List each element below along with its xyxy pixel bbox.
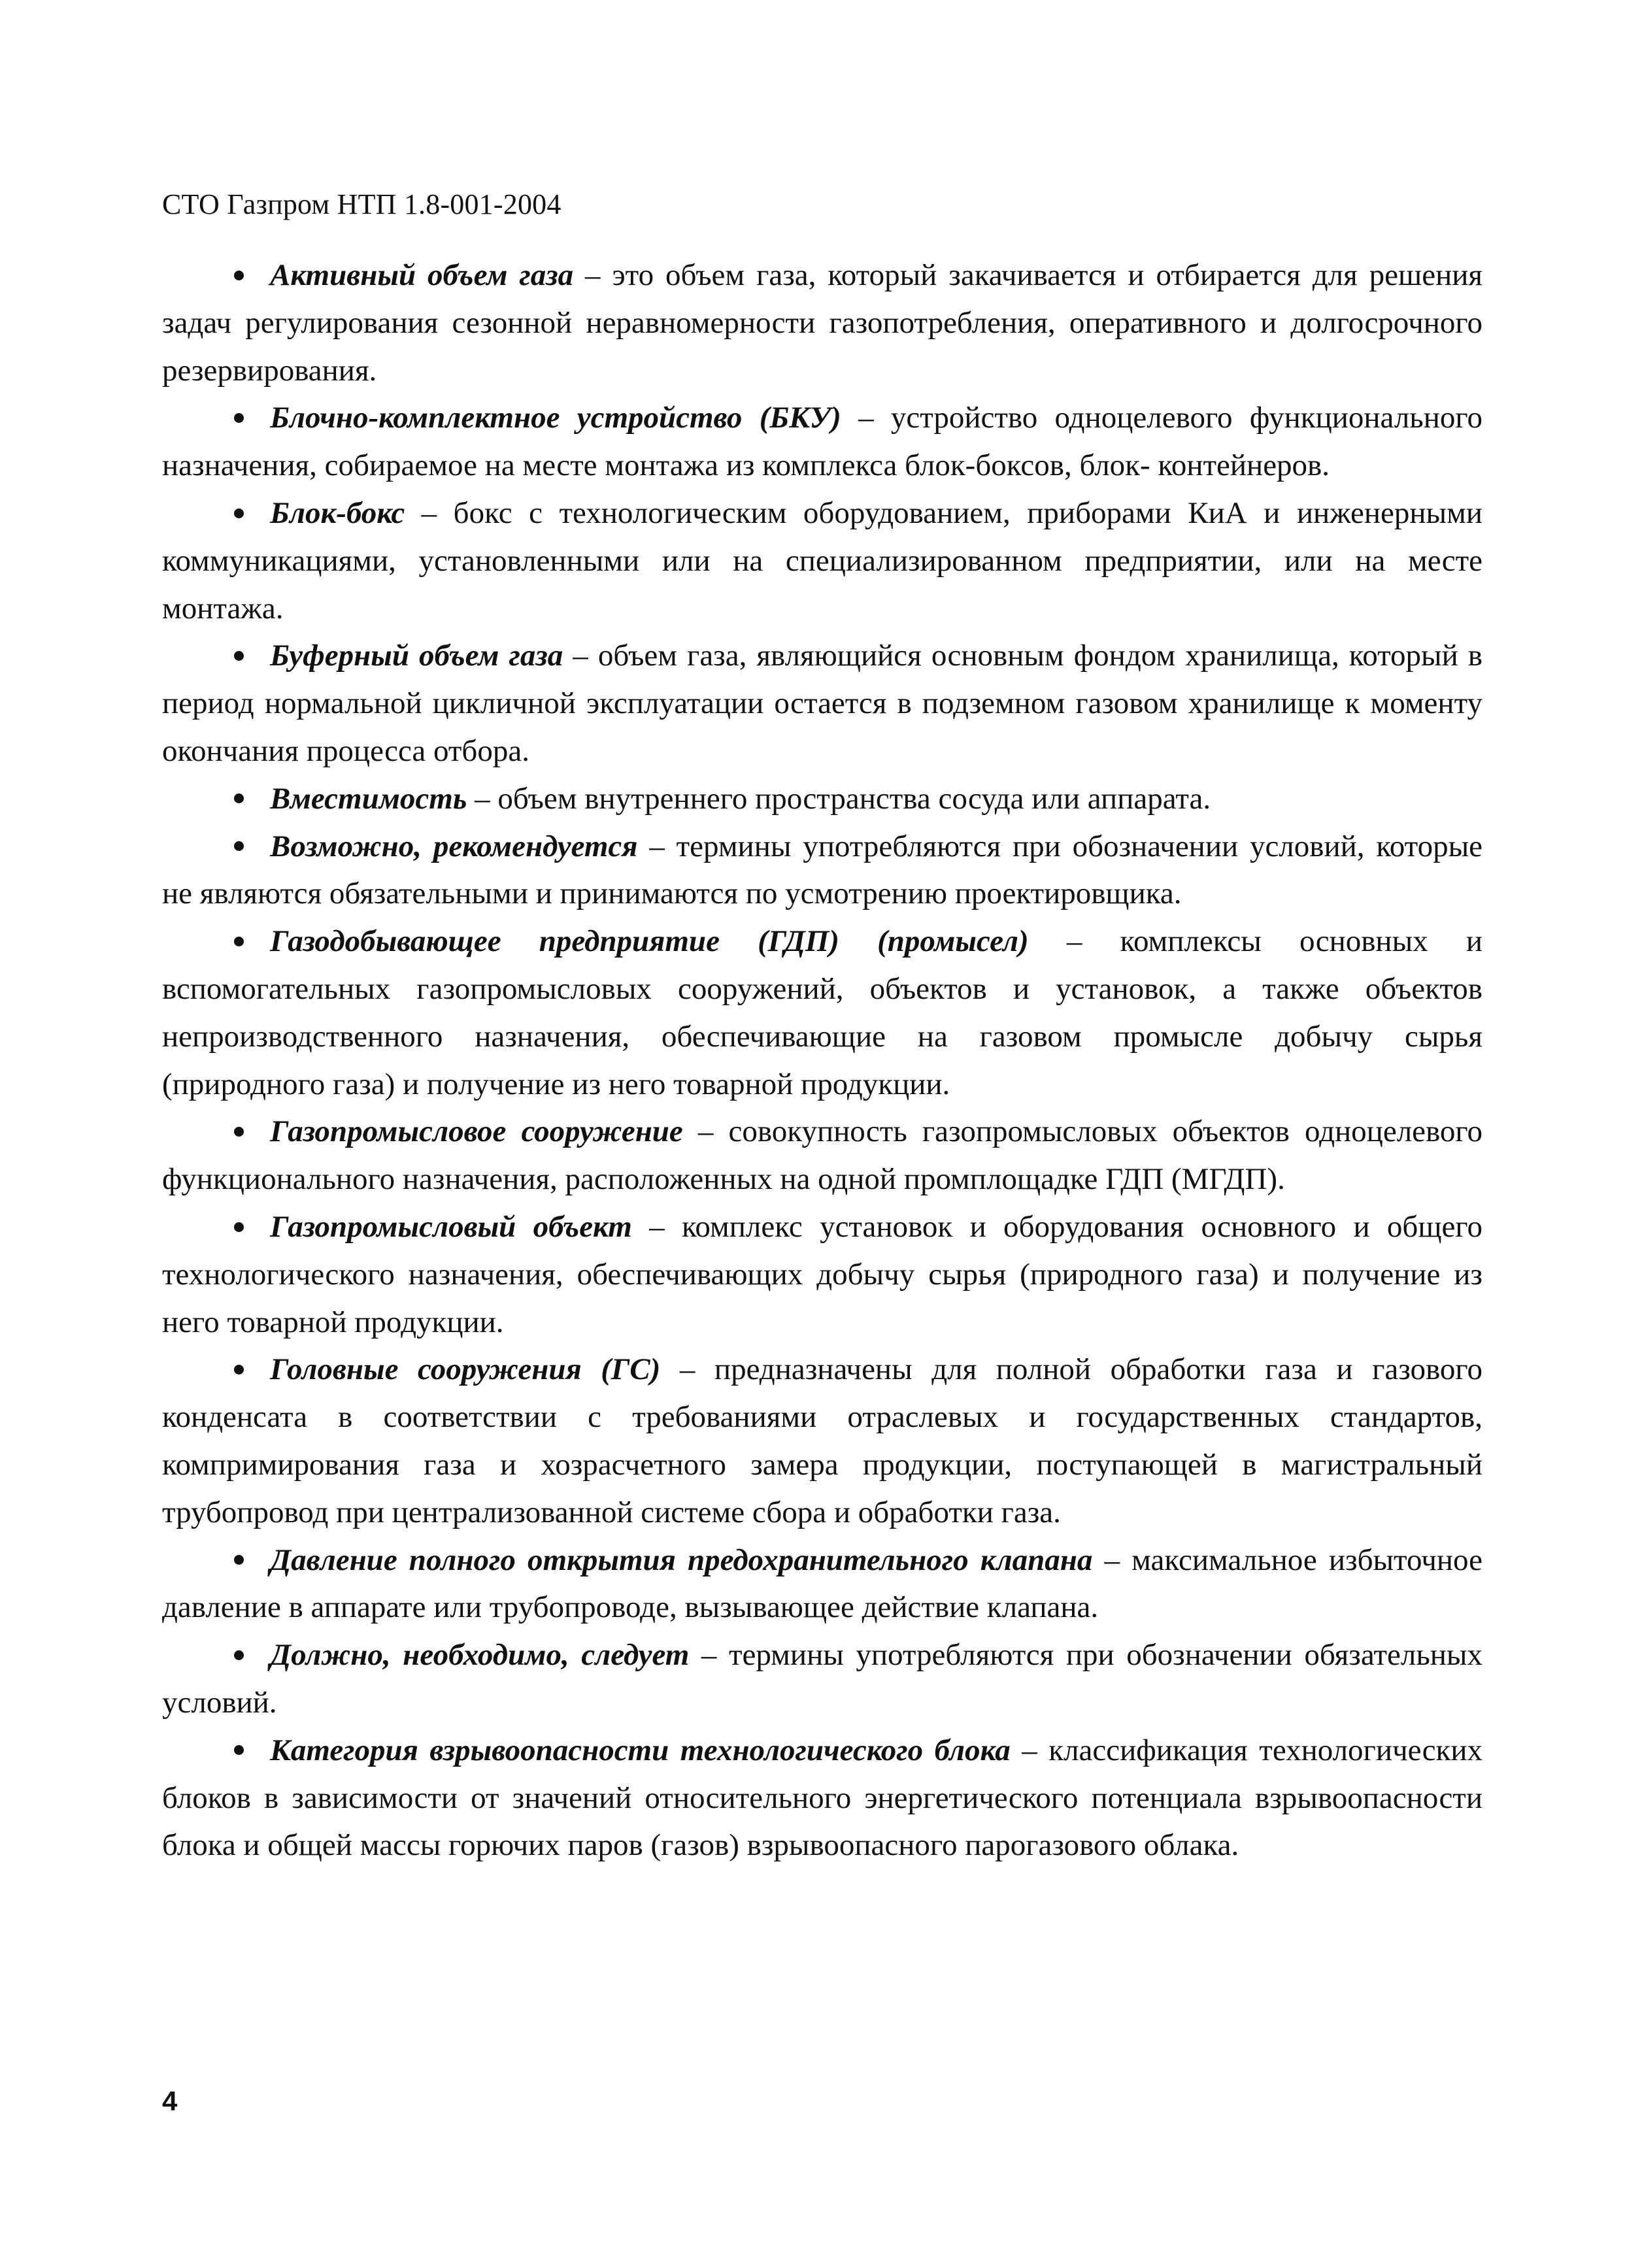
bullet-icon (234, 1555, 244, 1565)
bullet-icon (234, 793, 244, 803)
term-definition: – термины употребляются при обозначении условий, которые не являются обязательными и принимаются по усмотрению проектировщика. (162, 829, 1483, 911)
term-definition: – объем газа, являющийся основным фондом хранилища, который в период нормальной цикличной эксплуатации остается в подземном газовом хранилище к моменту окончания процесса отбора. (162, 639, 1483, 768)
term-entry (162, 1537, 1483, 1632)
term-entry (162, 632, 1483, 775)
term-title: Блочно-комплектное устройство (БКУ) (270, 401, 841, 435)
term-definition: – классификация технологических блоков в зависимости от значений относительного энергетического потенциала взрывоопасности блока и общей массы горючих паров (газов) взрывоопасного парогазового облака. (162, 1733, 1483, 1863)
term-entry (162, 490, 1483, 632)
term-entry (162, 775, 1483, 823)
term-definition: – термины употребляются при обозначении обязательных условий. (162, 1638, 1483, 1720)
term-entry (162, 918, 1483, 1108)
term-title: Категория взрывоопасности технологического блока (270, 1733, 1011, 1767)
term-definition: – это объем газа, который закачивается и отбирается для решения задач регулирования сезонной неравномерности газопотребления, оперативного и долгосрочного резервирования. (162, 258, 1483, 388)
bullet-icon (234, 1127, 244, 1137)
bullet-icon (234, 509, 244, 518)
page-number: 4 (162, 2086, 178, 2116)
term-entry (162, 252, 1483, 394)
terms-list (162, 252, 1483, 1869)
term-title: Должно, необходимо, следует (270, 1638, 690, 1673)
bullet-icon (234, 1222, 244, 1232)
bullet-icon (234, 841, 244, 851)
term-definition: – бокс с технологическим оборудованием, приборами КиА и инженерными коммуникациями, установленными или на специализированном предприятии, или на месте монтажа. (162, 495, 1483, 625)
bullet-icon (234, 271, 244, 280)
term-title: Буферный объем газа (270, 639, 563, 673)
document-header: СТО Газпром НТП 1.8-001-2004 (162, 188, 561, 220)
term-entry (162, 394, 1483, 490)
term-entry (162, 1727, 1483, 1869)
term-title: Вместимость (270, 781, 467, 816)
bullet-icon (234, 1365, 244, 1375)
bullet-icon (234, 1745, 244, 1755)
term-definition: – комплекс установок и оборудования основного и общего технологического назначения, обеспечивающих добычу сырья (природного газа) и получение из него товарной продукции. (162, 1209, 1483, 1339)
bullet-icon (234, 937, 244, 946)
term-title: Газопромысловый объект (270, 1209, 632, 1244)
term-title: Газопромысловое сооружение (270, 1114, 683, 1149)
term-entry (162, 1346, 1483, 1536)
bullet-icon (234, 651, 244, 661)
term-entry (162, 1203, 1483, 1346)
term-title: Возможно, рекомендуется (270, 829, 638, 863)
term-title: Давление полного открытия предохранительного клапана (270, 1543, 1093, 1577)
term-definition: – объем внутреннего пространства сосуда или аппарата. (467, 781, 1211, 816)
term-title: Блок-бокс (270, 495, 405, 530)
term-entry (162, 823, 1483, 918)
term-definition: – комплексы основных и вспомогательных газопромысловых сооружений, объектов и установок, а также объектов непроизводственного назначения, обеспечивающие на газовом промысле добычу сырья (природного газа) и получение из него товарной продукции. (162, 924, 1483, 1101)
bullet-icon (234, 413, 244, 423)
term-entry (162, 1108, 1483, 1203)
term-definition: – совокупность газопромысловых объектов одноцелевого функционального назначения, расположенных на одной промплощадке ГДП (МГДП). (162, 1114, 1483, 1197)
bullet-icon (234, 1650, 244, 1660)
term-definition: – предназначены для полной обработки газа и газового конденсата в соответствии с требованиями отраслевых и государственных стандартов, компримирования газа и хозрасчетного замера продукции, поступающей в магистральный трубопровод при централизованной системе сбора и обработки газа. (162, 1352, 1483, 1529)
term-definition: – максимальное избыточное давление в аппарате или трубопроводе, вызывающее действие клапана. (162, 1543, 1483, 1625)
term-entry (162, 1631, 1483, 1727)
term-title: Головные сооружения (ГС) (270, 1352, 661, 1387)
term-title: Активный объем газа (270, 258, 574, 292)
term-title: Газодобывающее предприятие (ГДП) (промысел) (270, 924, 1029, 959)
term-definition: – устройство одноцелевого функционального назначения, собираемое на месте монтажа из комплекса блок-боксов, блок- контейнеров. (162, 401, 1483, 483)
